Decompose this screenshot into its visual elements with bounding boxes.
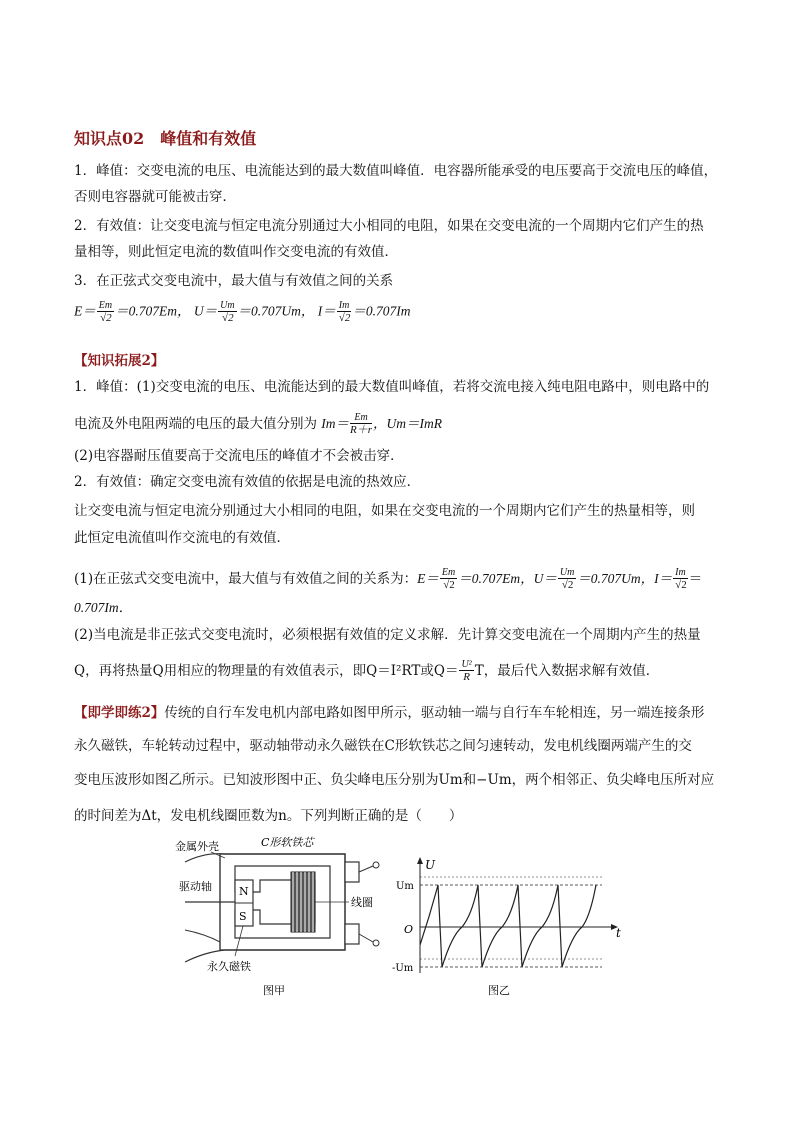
exercise-l4: 的时间差为Δt，发电机线圈匝数为n。下列判断正确的是（ ） [74, 808, 463, 824]
ext-l7-em: Em [441, 567, 456, 578]
exercise-tag: 【即学即练2】 [74, 705, 165, 721]
coil [291, 872, 315, 932]
formula-e: E＝ [74, 303, 96, 319]
ext-l7-sqrt2-c: √2 [675, 579, 687, 591]
formula-sqrt2-a: √2 [100, 312, 112, 324]
ext-l10-pre: Q，再将热量Q用相应的物理量的有效值表示，即Q＝I²RT或Q＝ [74, 663, 459, 679]
ext-l2-den: R＋r [350, 424, 373, 436]
ext-l2-im: Im＝ [321, 416, 350, 431]
formula-u: U＝ [193, 303, 218, 319]
ext-l10-post: T，最后代入数据求解有效值． [474, 663, 660, 679]
label-shaft: 驱动轴 [179, 880, 212, 893]
tick-neg-um: -Um [392, 963, 414, 974]
formula-sqrt2-b: √2 [222, 312, 234, 324]
formula-i: I＝ [317, 303, 336, 319]
ext-l10 [74, 659, 659, 684]
ext-l7-e-tail: ＝0.707Em， [458, 571, 534, 586]
formula-e-tail: ＝0.707Em， [115, 303, 191, 319]
ext-l2-num: Em [350, 412, 372, 424]
voltage-waveform [420, 885, 596, 967]
ext-l7-u-tail: ＝0.707Um， [577, 571, 655, 586]
ext-l4: 2．有效值：确定交变电流有效值的依据是电流的热效应． [74, 474, 421, 490]
figure-b-waveform [392, 855, 632, 1002]
p1-line1: 1．峰值：交变电流的电压、电流能达到的最大数值叫峰值．电容器所能承受的电压要高于交流电压的峰值， [74, 163, 718, 179]
terminal-bottom [373, 940, 379, 946]
ext-l7-e: E＝ [417, 571, 439, 586]
ext-l9: (2)当电流是非正弦式交变电流时，必须根据有效值的定义求解．先计算交变电流在一个周期内产生的热量 [74, 627, 701, 643]
formula-um-num: Um [220, 300, 235, 311]
ext-l10-den: R [463, 671, 470, 683]
axis-t-label: t [616, 926, 621, 940]
rms-formula [74, 300, 410, 325]
pole-n: N [239, 885, 249, 898]
ext-l8: 0.707Im． [74, 600, 133, 615]
axis-u-label: U [425, 858, 436, 872]
label-core: C形软铁芯 [261, 836, 314, 849]
ext-l7-sqrt2-a: √2 [443, 579, 455, 591]
figure-b-caption: 图乙 [488, 984, 510, 997]
formula-em-num: Em [98, 300, 113, 311]
ext-l10-num: U² [461, 659, 472, 670]
section-title: 知识点02 峰值和有效值 [74, 129, 257, 148]
tick-um: Um [396, 881, 414, 892]
pole-s: S [239, 910, 247, 923]
ext-tag: 【知识拓展2】 [74, 353, 165, 369]
formula-u-tail: ＝0.707Um， [237, 303, 315, 319]
exercise-l1-text: 传统的自行车发电机内部电路如图甲所示，驱动轴一端与自行车车轮相连，另一端连接条形 [164, 705, 705, 721]
metal-shell [185, 854, 345, 962]
ext-l7-pre: (1)在正弦式交变电流中，最大值与有效值之间的关系为： [74, 571, 418, 587]
ext-l2 [74, 412, 442, 437]
p1-line2: 否则电容器就可能被击穿． [74, 189, 236, 205]
ext-l2-pre: 电流及外电阻两端的电压的最大值分别为 [74, 416, 317, 432]
label-magnet: 永久磁铁 [207, 960, 251, 973]
p3-line1: 3．在正弦式交变电流中，最大值与有效值之间的关系 [74, 273, 394, 289]
label-coil: 线圈 [351, 896, 373, 909]
ext-l3: (2)电容器耐压值要高于交流电压的峰值才不会被击穿． [74, 448, 404, 464]
terminal-top [373, 862, 379, 868]
figure-a-generator [165, 832, 395, 1002]
ext-l7-sqrt2-b: √2 [561, 579, 574, 591]
formula-i-tail: ＝0.707Im [352, 303, 411, 319]
ext-l5: 让交变电流与恒定电流分别通过大小相同的电阻，如果在交变电流的一个周期内它们产生的热量相等，则 [74, 503, 695, 519]
exercise-l2: 永久磁铁，车轮转动过程中，驱动轴带动永久磁铁在C形软铁芯之间匀速转动，发电机线圈两端产生的交 [74, 738, 692, 754]
exercise-l3: 变电压波形如图乙所示。已知波形图中正、负尖峰电压分别为Um和−Um，两个相邻正、负尖峰电压所对应 [74, 772, 715, 788]
formula-im-num: Im [338, 300, 350, 311]
formula-sqrt2-c: √2 [338, 312, 351, 324]
ext-l7: (1)在正弦式交变电流中，最大值与有效值之间的关系为：E＝ $\frac{Em}{√2}$ ＝0.707Em，U＝ $\frac{Um}{√2}$ ＝0.707Um，I＝ $\frac{Im}{√2}$ ＝ [74, 567, 703, 591]
ext-l7-u: U＝ [533, 571, 557, 586]
ext-l7-i: I＝ [654, 571, 673, 586]
ext-l1: 1．峰值：(1)交变电流的电压、电流能达到的最大数值叫峰值，若将交流电接入纯电阻电路中，则电路中的 [74, 379, 710, 395]
p2-line1: 2．有效值：让交变电流与恒定电流分别通过大小相同的电阻，如果在交变电流的一个周期内它们产生的热 [74, 218, 704, 234]
figure-a-caption: 图甲 [263, 984, 285, 997]
ext-l6: 此恒定电流值叫作交流电的有效值． [74, 530, 290, 546]
ext-l2-post: ，Um＝ImR [373, 416, 443, 431]
ext-l7-im: Im [675, 567, 686, 578]
label-shell: 金属外壳 [175, 840, 219, 853]
origin-label: O [404, 923, 414, 936]
ext-l7-um: Um [559, 567, 575, 578]
p2-line2: 量相等，则此恒定电流的数值叫作交变电流的有效值． [74, 244, 398, 260]
exercise-l1 [74, 705, 704, 721]
